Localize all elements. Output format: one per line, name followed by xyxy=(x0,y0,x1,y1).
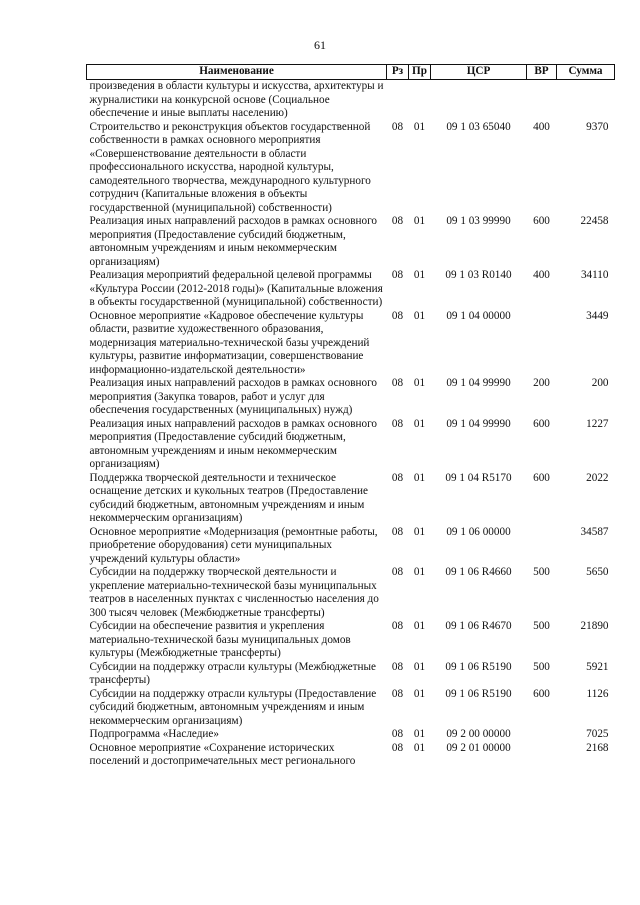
row-sum-cell: 2168 xyxy=(586,741,609,754)
budget-table-container xyxy=(86,64,614,769)
table-row xyxy=(87,620,615,661)
row-sum-cell: 21890 xyxy=(580,620,609,632)
row-vr-cell xyxy=(527,742,557,769)
header-pr: Пр xyxy=(409,65,431,80)
table-row xyxy=(87,418,615,472)
row-name-cell: Подпрограмма «Наследие» xyxy=(89,728,219,740)
row-vr-cell xyxy=(527,310,557,378)
row-name-cell: Основное мероприятие «Сохранение исторических поселений и достопримечательных мест регионального xyxy=(89,741,356,767)
row-sum-cell: 1126 xyxy=(586,687,609,700)
table-row xyxy=(87,310,615,378)
table-row xyxy=(87,121,615,216)
row-pr-cell: 01 xyxy=(413,471,426,484)
row-csr-cell: 09 1 04 00000 xyxy=(446,309,511,322)
row-vr-cell: 600 xyxy=(533,417,550,430)
header-sum: Сумма xyxy=(557,65,615,80)
row-pr-cell: 01 xyxy=(413,728,426,740)
header-rz: Рз xyxy=(387,65,409,80)
row-vr-cell: 500 xyxy=(533,620,550,632)
row-sum-cell: 9370 xyxy=(586,120,609,133)
table-row xyxy=(87,526,615,567)
row-csr-cell: 09 1 04 R5170 xyxy=(445,471,512,484)
row-csr-cell: 09 1 06 R5190 xyxy=(445,660,512,673)
row-name-cell: Субсидии на поддержку отрасли культуры (Межбюджетные трансферты) xyxy=(89,660,376,686)
table-row xyxy=(87,661,615,688)
row-sum-cell xyxy=(557,80,615,121)
table-row xyxy=(87,377,615,418)
table-header xyxy=(87,65,615,80)
row-name-cell: Основное мероприятие «Модернизация (ремонтные работы, приобретение оборудования) сети муниципальных учреждений культуры области» xyxy=(89,525,378,565)
row-pr-cell: 01 xyxy=(413,377,426,389)
row-rz-cell: 08 xyxy=(391,215,404,227)
row-pr-cell: 01 xyxy=(413,525,426,538)
row-pr-cell: 01 xyxy=(413,417,426,430)
row-vr-cell: 200 xyxy=(533,377,550,389)
row-rz-cell: 08 xyxy=(391,687,404,700)
table-row xyxy=(87,472,615,526)
row-name-cell: Реализация иных направлений расходов в рамках основного мероприятия (Предоставление субсидий бюджетным, автономным учреждениям и иным некоммерческим организациям) xyxy=(89,215,377,268)
row-rz-cell: 08 xyxy=(391,660,404,673)
row-sum-cell: 34110 xyxy=(580,269,609,281)
row-name-cell: Субсидии на поддержку творческой деятельности и укрепление материально-технической базы муниципальных театров в населенных пунктах с численностью населения до 300 тысяч человек (Межбюджетные трансферты) xyxy=(89,566,379,619)
row-pr-cell: 01 xyxy=(413,269,426,281)
table-row xyxy=(87,688,615,729)
row-rz-cell: 08 xyxy=(391,620,404,632)
row-rz-cell: 08 xyxy=(391,741,404,754)
row-name-cell: Строительство и реконструкция объектов государственной собственности в рамках основного мероприятия «Совершенствование деятельности в области профессионального искусства, народной культуры, самодеятельного творчества, международного культурного сотруднич (Капитальные вложения в объекты государственной (муниципальной) собственности) xyxy=(89,120,371,214)
header-name: Наименование xyxy=(87,65,387,80)
header-csr: ЦСР xyxy=(431,65,527,80)
row-sum-cell: 22458 xyxy=(580,215,609,227)
row-pr-cell: 01 xyxy=(413,215,426,227)
row-rz-cell: 08 xyxy=(391,471,404,484)
row-sum-cell: 34587 xyxy=(580,525,609,538)
row-pr-cell xyxy=(409,80,431,121)
row-name-cell: Реализация мероприятий федеральной целевой программы «Культура России (2012-2018 годы)» (Капитальные вложения в объекты государственной (муниципальной) собственности) xyxy=(89,269,383,308)
row-csr-cell: 09 1 04 99990 xyxy=(446,417,511,430)
page-number: 61 xyxy=(314,38,326,52)
row-sum-cell: 5921 xyxy=(586,660,609,673)
row-csr-cell: 09 1 06 R5190 xyxy=(445,687,512,700)
row-vr-cell xyxy=(527,526,557,567)
row-name-cell: Субсидии на поддержку отрасли культуры (Предоставление субсидий бюджетным, автономным учреждениям и иным некоммерческим организациям) xyxy=(89,687,377,727)
row-name-cell: Реализация иных направлений расходов в рамках основного мероприятия (Предоставление субсидий бюджетным, автономным учреждениям и иным некоммерческим организациям) xyxy=(89,417,377,470)
table-row xyxy=(87,742,615,769)
row-csr-cell xyxy=(431,80,527,121)
row-csr-cell: 09 1 03 99990 xyxy=(446,215,511,227)
row-pr-cell: 01 xyxy=(413,620,426,632)
table-row xyxy=(87,566,615,620)
row-pr-cell: 01 xyxy=(413,120,426,133)
row-pr-cell: 01 xyxy=(413,687,426,700)
row-name-cell: произведения в области культуры и искусства, архитектуры и журналистики на конкурсной основе (Социальное обеспечение и иные выплаты населению) xyxy=(89,80,384,119)
row-rz-cell: 08 xyxy=(391,525,404,538)
row-rz-cell: 08 xyxy=(391,566,404,578)
row-rz-cell: 08 xyxy=(391,269,404,281)
row-csr-cell: 09 1 06 00000 xyxy=(446,525,511,538)
row-vr-cell: 600 xyxy=(533,471,550,484)
row-vr-cell: 600 xyxy=(533,215,550,227)
row-rz-cell xyxy=(387,80,409,121)
row-pr-cell: 01 xyxy=(413,309,426,322)
row-name-cell: Реализация иных направлений расходов в рамках основного мероприятия (Закупка товаров, работ и услуг для обеспечения государственных (муниципальных) нужд) xyxy=(89,377,377,416)
table-row xyxy=(87,80,615,121)
row-name-cell: Поддержка творческой деятельности и техническое оснащение детских и кукольных театров (Предоставление субсидий бюджетным, автономным учреждениям и иным некоммерческим организациям) xyxy=(89,471,368,524)
row-csr-cell: 09 1 06 R4670 xyxy=(445,620,512,632)
table-row xyxy=(87,269,615,310)
row-csr-cell: 09 1 06 R4660 xyxy=(445,566,512,578)
row-csr-cell: 09 2 01 00000 xyxy=(446,741,511,754)
row-pr-cell: 01 xyxy=(413,741,426,754)
row-rz-cell: 08 xyxy=(391,309,404,322)
row-vr-cell: 400 xyxy=(533,269,550,281)
row-sum-cell: 2022 xyxy=(586,471,609,484)
row-vr-cell: 500 xyxy=(533,660,550,673)
table-row xyxy=(87,215,615,269)
row-pr-cell: 01 xyxy=(413,660,426,673)
row-vr-cell: 500 xyxy=(533,566,550,578)
row-csr-cell: 09 1 04 99990 xyxy=(446,377,511,389)
row-vr-cell xyxy=(527,728,557,742)
header-vr: ВР xyxy=(527,65,557,80)
row-vr-cell: 400 xyxy=(533,120,550,133)
header-row xyxy=(87,65,615,80)
table-body xyxy=(87,80,615,769)
row-sum-cell: 200 xyxy=(591,377,609,389)
budget-table xyxy=(86,64,615,769)
row-name-cell: Субсидии на обеспечение развития и укрепления материально-технической базы муниципальных домов культуры (Межбюджетные трансферты) xyxy=(89,620,351,659)
row-vr-cell: 600 xyxy=(533,687,550,700)
row-rz-cell: 08 xyxy=(391,728,404,740)
row-rz-cell: 08 xyxy=(391,377,404,389)
row-csr-cell: 09 2 00 00000 xyxy=(446,728,511,740)
table-row xyxy=(87,728,615,742)
row-vr-cell xyxy=(527,80,557,121)
row-sum-cell: 1227 xyxy=(586,417,609,430)
row-name-cell: Основное мероприятие «Кадровое обеспечение культуры области, развитие художественного образования, модернизация материально-технической базы учреждений культуры, развитие информатизации, совершенствование информационно-издательской деятельности» xyxy=(89,309,370,376)
row-pr-cell: 01 xyxy=(413,566,426,578)
row-csr-cell: 09 1 03 R0140 xyxy=(445,269,512,281)
row-sum-cell: 5650 xyxy=(586,566,609,578)
row-sum-cell: 7025 xyxy=(586,728,609,740)
row-rz-cell: 08 xyxy=(391,417,404,430)
row-sum-cell: 3449 xyxy=(586,309,609,322)
row-csr-cell: 09 1 03 65040 xyxy=(446,120,511,133)
row-rz-cell: 08 xyxy=(391,120,404,133)
